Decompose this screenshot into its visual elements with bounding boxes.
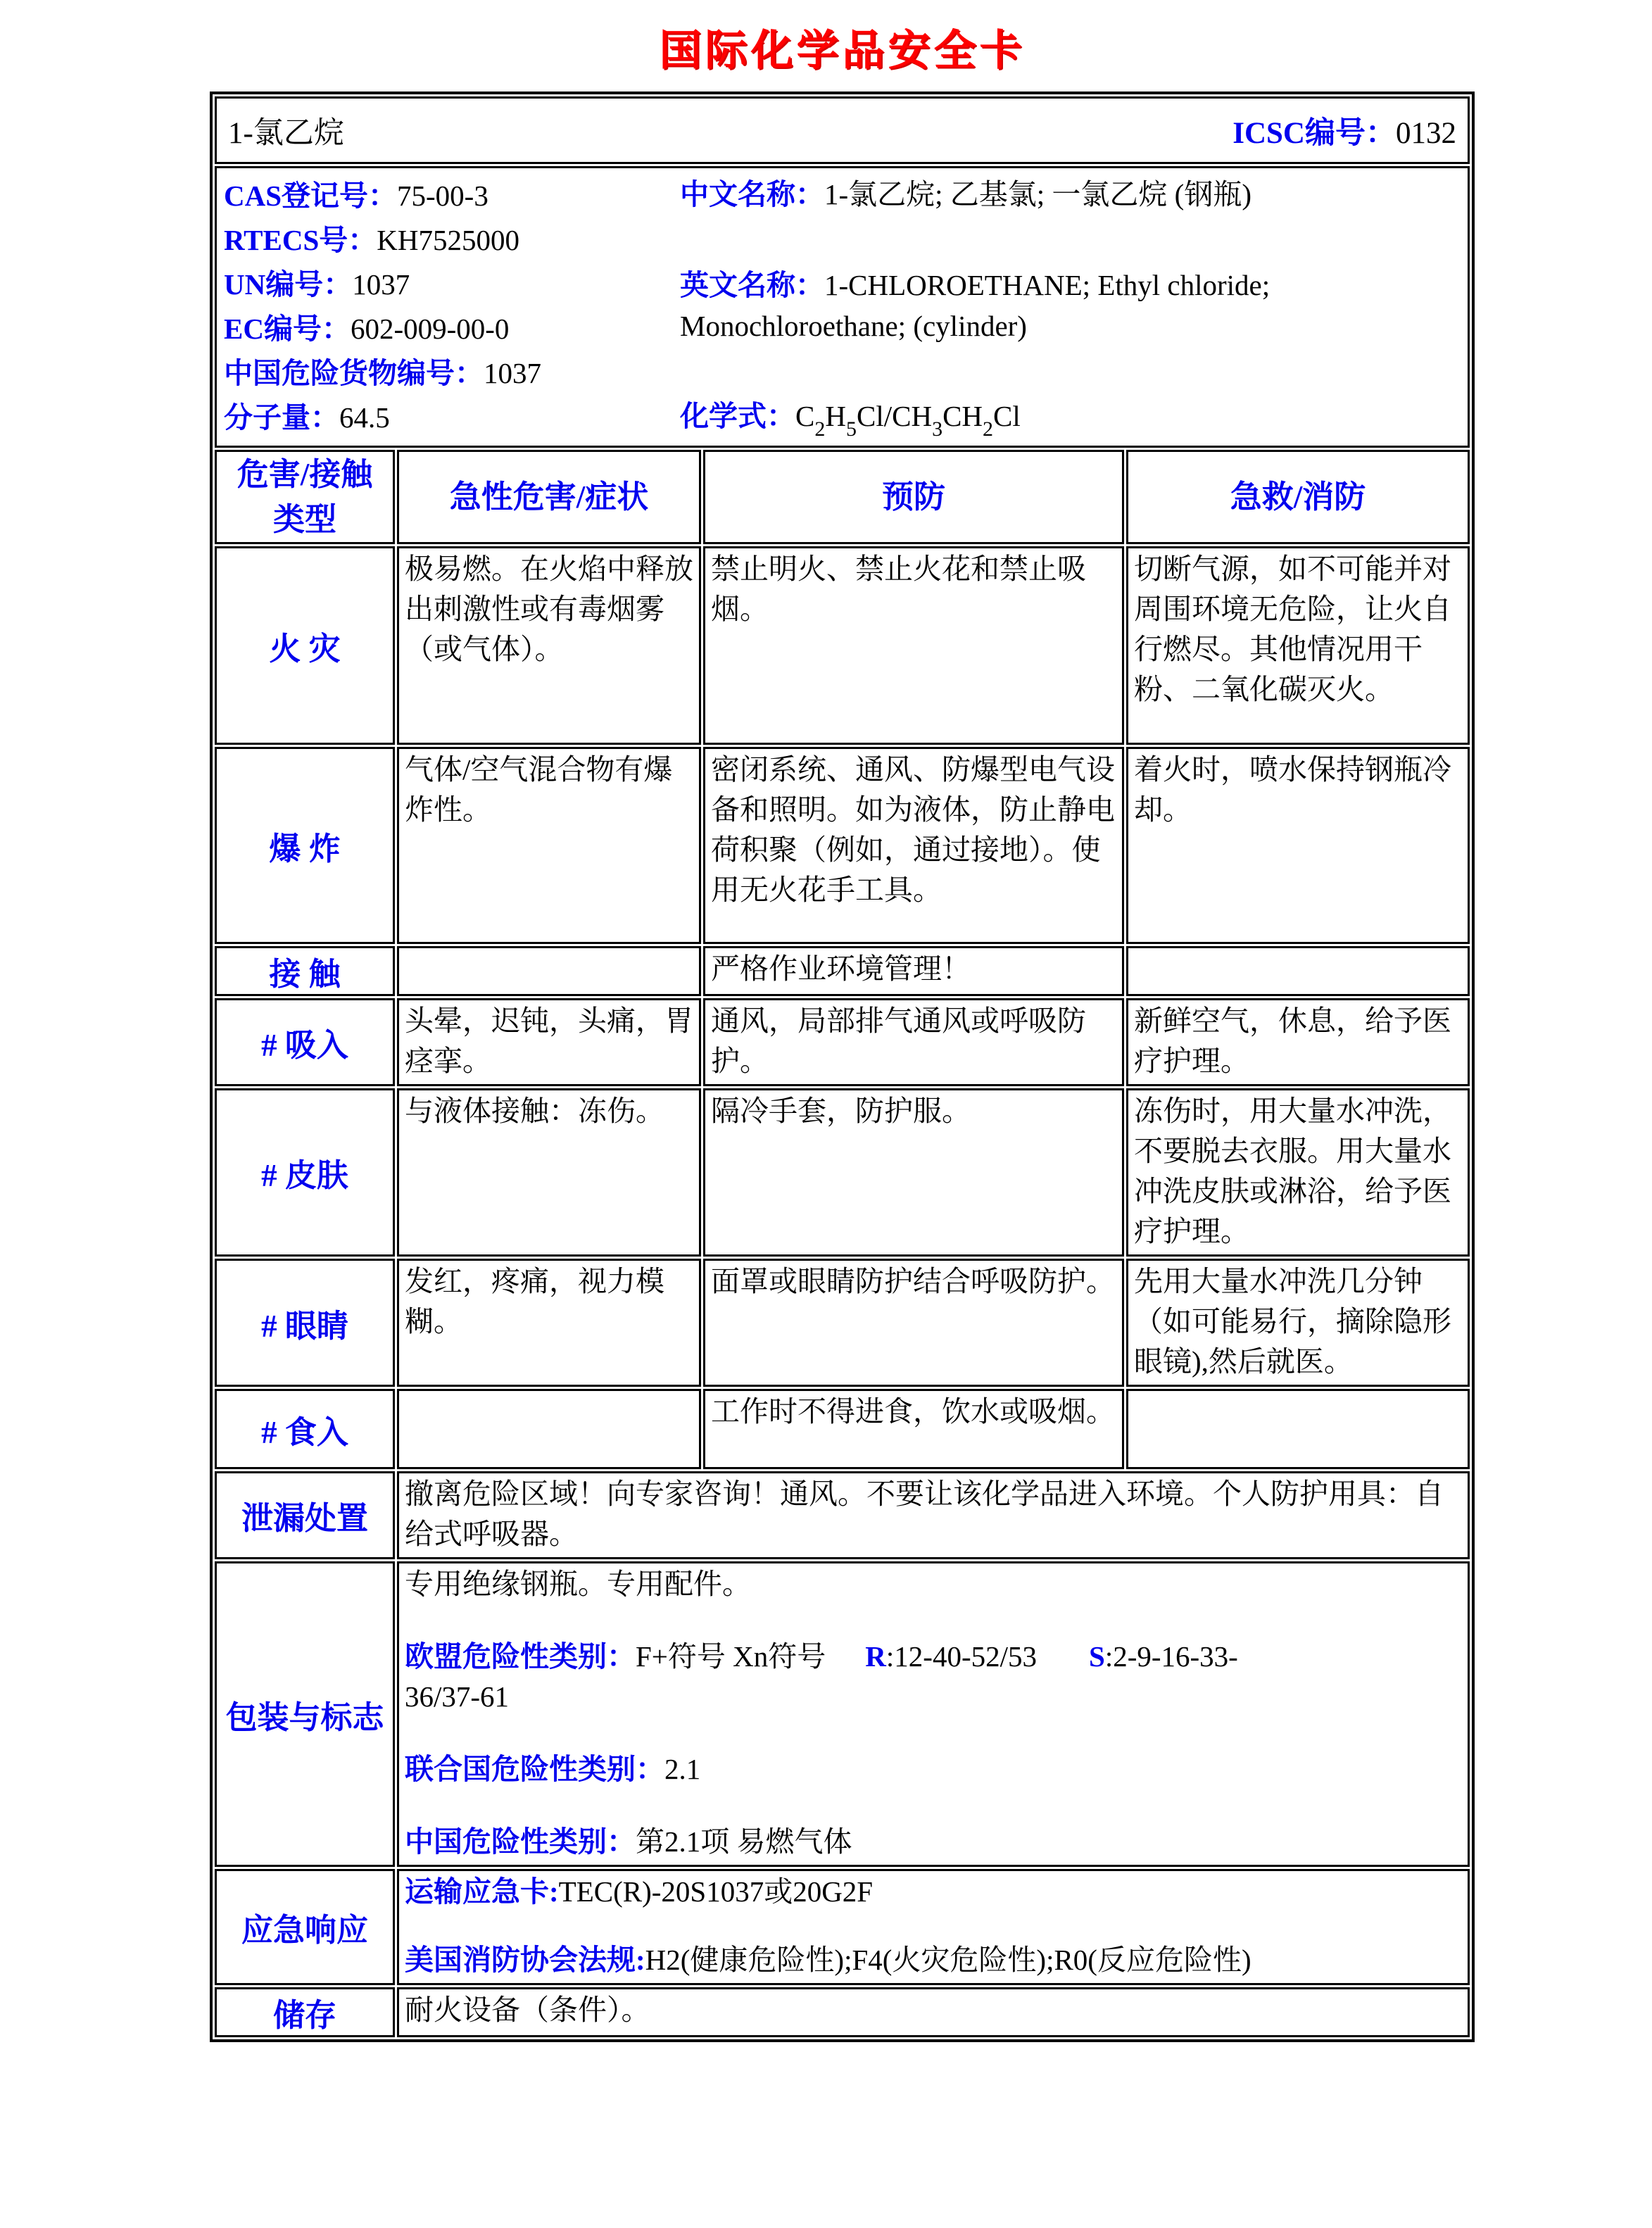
eyes-symptoms-cell: 发红，疼痛，视力模糊。 [397,1259,701,1387]
chinese-name-line [680,174,1459,215]
eyes-row [215,1259,1470,1387]
china-dg-label: 中国危险货物编号： [224,357,484,389]
header-hazard-type: 危害/接触类型 [215,450,395,544]
un-class-label: 联合国危险性类别： [405,1753,664,1785]
explosion-row [215,747,1470,944]
s-phrases-label: S [1089,1640,1105,1673]
emergency-line-nfpa [405,1940,1462,1980]
packaging-line-cylinder: 专用绝缘钢瓶。专用配件。 [405,1568,751,1600]
substance-row [215,96,1470,164]
header-row [215,450,1470,544]
rtecs-number-line [224,218,680,263]
fire-response-cell: 切断气源，如不可能并对周围环境无危险，让火自行燃尽。其他情况用干粉、二氧化碳灭火。 [1126,546,1470,745]
tec-separator: : [549,1875,559,1908]
inhalation-row [215,998,1470,1086]
ec-label: EC编号： [224,313,351,345]
inhalation-symptoms-cell: 头晕，迟钝，头痛，胃痉挛。 [397,998,701,1086]
molecular-weight-value: 64.5 [339,401,390,434]
row-label-spill: 泄漏处置 [215,1471,395,1559]
packaging-line-eu-wrap: 36/37-61 [405,1680,510,1713]
un-value: 1037 [352,268,410,301]
ec-number-line [224,307,680,351]
packaging-row [215,1561,1470,1867]
eu-class-label: 欧盟危险性类别： [405,1640,636,1673]
english-name-label: 英文名称： [680,268,824,301]
r-phrases-value: :12-40-52/53 [885,1640,1037,1673]
row-label-explosion: 爆 炸 [215,747,395,944]
row-label-ingestion: # 食入 [215,1389,395,1469]
cas-value: 75-00-3 [397,180,488,212]
eyes-response-cell: 先用大量水冲洗几分钟（如可能易行，摘除隐形眼镜),然后就医。 [1126,1259,1470,1387]
china-class-label: 中国危险性类别： [405,1825,636,1858]
spill-text-cell: 撤离危险区域！向专家咨询！通风。不要让该化学品进入环境。个人防护用具：自给式呼吸器。 [397,1471,1470,1559]
cas-number-line [224,174,680,218]
icsc-number-group [1232,109,1456,152]
emergency-line-tec [405,1872,1462,1912]
packaging-line-un [405,1749,1462,1789]
fire-symptoms-cell: 极易燃。在火焰中释放出刺激性或有毒烟雾（或气体）。 [397,546,701,745]
china-dg-value: 1037 [484,357,541,389]
row-label-emergency: 应急响应 [215,1869,395,1985]
molecular-weight-label: 分子量： [224,401,339,434]
packaging-text-cell [397,1561,1470,1867]
substance-cell [215,96,1470,164]
un-number-line [224,263,680,307]
row-label-exposure: 接 触 [215,946,395,996]
storage-text-cell: 耐火设备（条件）。 [397,1987,1470,2037]
substance-name: 1-氯乙烷 [228,116,344,150]
exposure-row [215,946,1470,996]
exposure-prevention-cell: 严格作业环境管理！ [703,946,1124,996]
exposure-symptoms-cell [397,946,701,996]
explosion-prevention-cell: 密闭系统、通风、防爆型电气设备和照明。如为液体，防止静电荷积聚（例如，通过接地）。使用无火花手工具。 [703,747,1124,944]
explosion-symptoms-cell: 气体/空气混合物有爆炸性。 [397,747,701,944]
nfpa-label: 美国消防协会法规 [405,1944,636,1976]
eu-class-value: F+符号 Xn符号 [636,1640,826,1673]
icsc-number-value: 0132 [1396,116,1456,150]
row-label-eyes: # 眼睛 [215,1259,395,1387]
inhalation-response-cell: 新鲜空气，休息，给予医疗护理。 [1126,998,1470,1086]
china-class-value: 第2.1项 易燃气体 [636,1825,852,1858]
ingestion-prevention-cell: 工作时不得进食，饮水或吸烟。 [703,1389,1124,1469]
eyes-prevention-cell: 面罩或眼睛防护结合呼吸防护。 [703,1259,1124,1387]
row-label-fire: 火 灾 [215,546,395,745]
identifiers-cell [215,166,1470,448]
skin-symptoms-cell: 与液体接触：冻伤。 [397,1088,701,1257]
packaging-line-eu [405,1637,1462,1677]
cas-label: CAS登记号： [224,180,398,212]
inhalation-prevention-cell: 通风，局部排气通风或呼吸防护。 [703,998,1124,1086]
english-name-value: 1-CHLOROETHANE; Ethyl chloride; Monochloroethane; (cylinder) [680,268,1270,342]
formula-line [680,396,1459,440]
formula-label: 化学式： [680,400,795,432]
english-name-line [680,265,1459,346]
identifier-list [224,174,680,440]
skin-prevention-cell: 隔冷手套，防护服。 [703,1088,1124,1257]
r-phrases-label: R [865,1640,886,1673]
header-prevention: 预防 [703,450,1124,544]
molecular-weight-line [224,396,680,440]
spill-row [215,1471,1470,1559]
packaging-line-china [405,1822,1462,1862]
row-label-skin: # 皮肤 [215,1088,395,1257]
chinese-name-value: 1-氯乙烷; 乙基氯; 一氯乙烷 (钢瓶) [824,178,1251,210]
page-title: 国际化学品安全卡 [659,27,1026,74]
skin-response-cell: 冻伤时，用大量水冲洗，不要脱去衣服。用大量水冲洗皮肤或淋浴，给予医疗护理。 [1126,1088,1470,1257]
row-label-inhalation: # 吸入 [215,998,395,1086]
row-label-packaging: 包装与标志 [215,1561,395,1867]
s-phrases-value: :2-9-16-33- [1104,1640,1238,1673]
header-first-aid: 急救/消防 [1126,450,1470,544]
nfpa-separator: : [636,1944,645,1976]
ingestion-symptoms-cell [397,1389,701,1469]
header-acute-hazards: 急性危害/症状 [397,450,701,544]
emergency-text-cell [397,1869,1470,1985]
rtecs-value: KH7525000 [377,224,519,256]
skin-row [215,1088,1470,1257]
ingestion-row [215,1389,1470,1469]
china-dg-number-line [224,351,680,396]
tec-label: 运输应急卡 [405,1875,549,1908]
emergency-row [215,1869,1470,1985]
storage-row [215,1987,1470,2037]
ec-value: 602-009-00-0 [350,313,510,345]
un-label: UN编号： [224,268,353,301]
fire-prevention-cell: 禁止明火、禁止火花和禁止吸烟。 [703,546,1124,745]
chinese-name-label: 中文名称： [680,178,824,210]
icsc-card-table [210,92,1475,2042]
nfpa-value: H2(健康危险性);F4(火灾危险性);R0(反应危险性) [645,1944,1251,1976]
formula-value: $C_2H_5Cl/CH_3CH_2Cl$ [795,400,1021,441]
ingestion-response-cell [1126,1389,1470,1469]
name-list [680,174,1459,440]
fire-row [215,546,1470,745]
un-class-value: 2.1 [664,1753,701,1785]
exposure-response-cell [1126,946,1470,996]
rtecs-label: RTECS号： [224,224,377,256]
tec-value: TEC(R)-20S1037或20G2F [558,1875,874,1908]
identifiers-row [215,166,1470,448]
explosion-response-cell: 着火时，喷水保持钢瓶冷却。 [1126,747,1470,944]
row-label-storage: 储存 [215,1987,395,2037]
icsc-number-label: ICSC编号： [1232,116,1396,150]
